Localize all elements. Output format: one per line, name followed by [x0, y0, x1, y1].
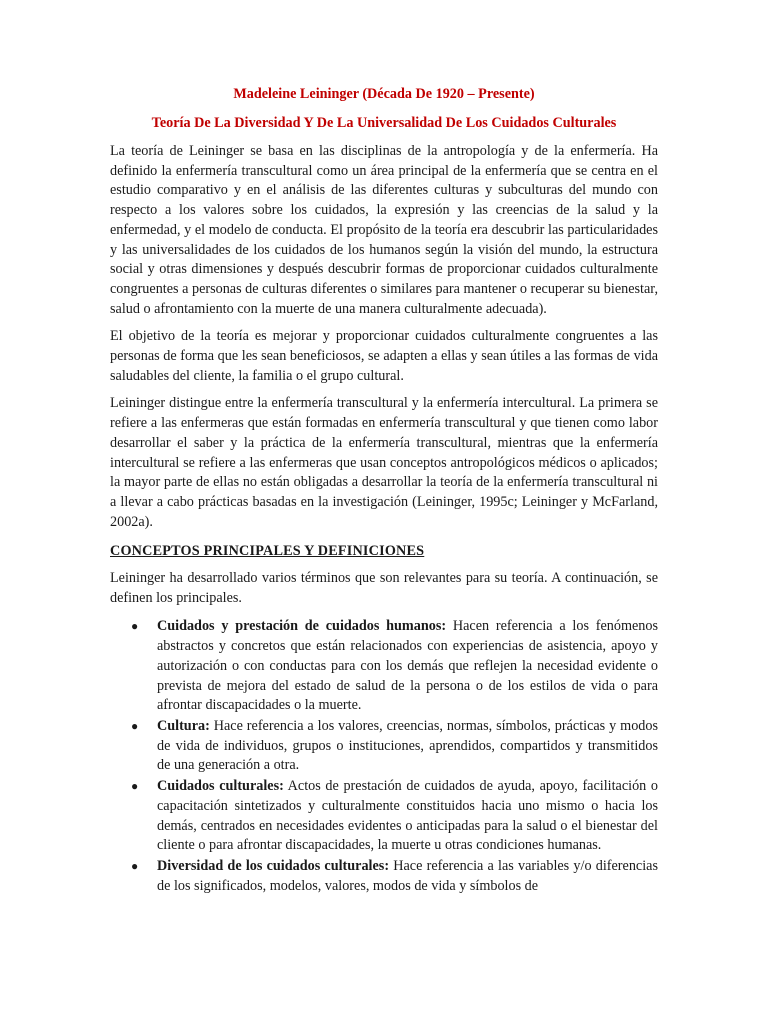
definition-text: Hace referencia a las variables y/o diferencias de los significados, modelos, valores, modos de vida y símbolos de [157, 857, 658, 894]
list-item [110, 717, 658, 776]
definition-text: Hacen referencia a los fenómenos abstractos y concretos que están relacionados con experiencias de asistencia, apoyo y autorización o con conductas para con los demás que reflejen la necesidad evidente o prevista de mejora del estado de salud de la persona o de los estilos de vida o para afrontar discapacidades o la muerte. [157, 618, 658, 714]
list-item [110, 857, 658, 896]
bullet-icon: ● [131, 858, 139, 873]
paragraph-distinction: Leininger distingue entre la enfermería transcultural y la enfermería intercultural. La primera se refiere a las enfermeras que están formadas en enfermería transcultural y que tienen como labor desarrollar el saber y la práctica de la enfermería transcultural, mientras que la enfermería intercultural se refiere a las enfermeras que usan conceptos antropológicos médicos o aplicados; la mayor parte de ellas no están obligadas a desarrollar la teoría de la enfermería transcultural ni a llevar a cabo prácticas basadas en la investigación (Leininger, 1995c; Leininger y McFarland, 2002a). [110, 395, 658, 530]
bullet-icon: ● [131, 619, 139, 634]
section-heading: CONCEPTOS PRINCIPALES Y DEFINICIONES [110, 543, 425, 560]
section-intro: Leininger ha desarrollado varios términos que son relevantes para su teoría. A continuación, se definen los principales. [110, 570, 658, 606]
bullet-icon: ● [131, 779, 139, 794]
paragraph-intro: La teoría de Leininger se basa en las disciplinas de la antropología y de la enfermería. Ha definido la enfermería transcultural como un área principal de la enfermería que se centra en el estudio comparativo y en el análisis de las diferentes culturas y subculturas del mundo con respecto a los valores sobre los cuidados, la expresión y las creencias de la salud y la enfermedad, y el modelo de conducta. El propósito de la teoría era descubrir las particularidades y las universalidades de los cuidados de los humanos según la visión del mundo, la estructura social y otras dimensiones y después descubrir formas de proporcionar cuidados culturalmente congruentes a personas de culturas diferentes o similares para mantener o recuperar su bienestar, salud o afrontamiento con la muerte de una manera culturalmente adecuada). [110, 143, 658, 317]
definition-term: Diversidad de los cuidados culturales: [157, 857, 390, 874]
definition-term: Cultura: [157, 717, 210, 734]
list-item [110, 617, 658, 716]
document-subtitle: Teoría De La Diversidad Y De La Universalidad De Los Cuidados Culturales [151, 115, 617, 131]
definitions-list [110, 617, 658, 896]
definition-term: Cuidados culturales: [157, 778, 284, 795]
list-item [110, 777, 658, 856]
paragraph-objective: El objetivo de la teoría es mejorar y proporcionar cuidados culturalmente congruentes a las personas de forma que les sean beneficiosos, se adapten a ellas y sean útiles a las formas de vida saludables del cliente, la familia o el grupo cultural. [110, 328, 658, 384]
document-title: Madeleine Leininger (Década De 1920 – Presente) [233, 86, 535, 102]
definition-text: Hace referencia a los valores, creencias, normas, símbolos, prácticas y modos de vida de individuos, grupos o instituciones, aprendidos, compartidos y transmitidos de una generación a otra. [157, 717, 658, 774]
definition-text: Actos de prestación de cuidados de ayuda, apoyo, facilitación o capacitación sintetizados y culturalmente constituidos hacia uno mismo o hacia los demás, centrados en necesidades evidentes o anticipadas para la salud o el bienestar del cliente o para afrontar discapacidades, la muerte u otras condiciones humanas. [157, 778, 658, 854]
definition-term: Cuidados y prestación de cuidados humanos: [157, 618, 447, 635]
bullet-icon: ● [131, 718, 139, 733]
